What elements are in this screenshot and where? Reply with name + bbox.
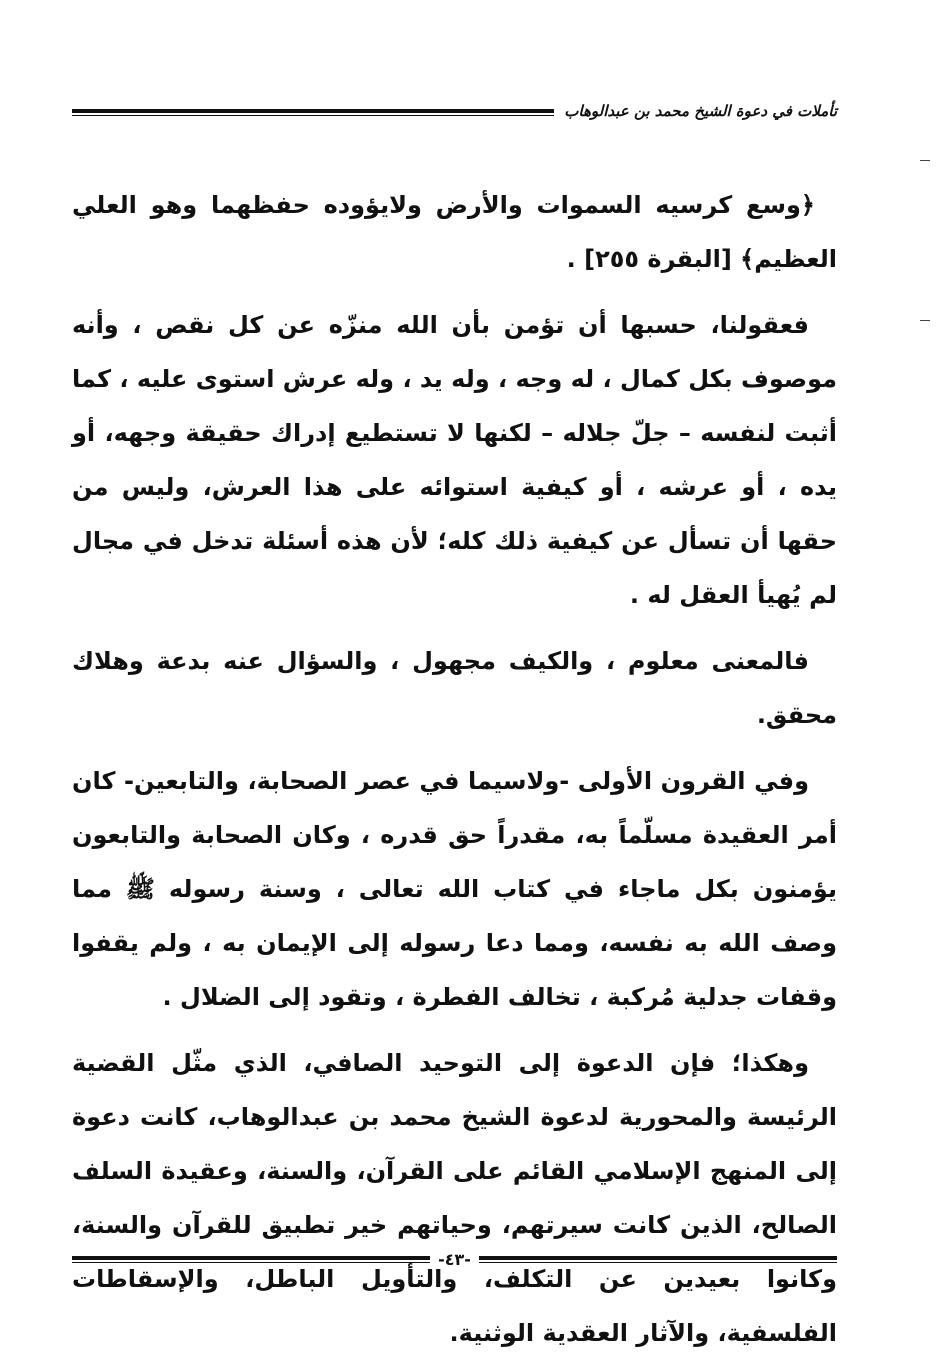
margin-tick — [920, 160, 930, 161]
paragraph-pure-tawhid: وهكذا؛ فإن الدعوة إلى التوحيد الصافي، الذي مثّل القضية الرئيسة والمحورية لدعوة الشيخ محمد بن عبدالوهاب، كانت دعوة إلى المنهج الإسلامي القائم على القرآن، والسنة، وعقيدة السلف الصالح، الذين كانت سيرتهم، وحياتهم خير تطبيق للقرآن والسنة، وكانوا بعيدين عن التكلف، والتأويل الباطل، والإسقاطات الفلسفية، والآثار العقدية الوثنية. — [72, 1049, 837, 1347]
paragraph-meaning-known: فالمعنى معلوم ، والكيف مجهول ، والسؤال عنه بدعة وهلاك محقق. — [72, 647, 837, 729]
page-body — [72, 178, 837, 1360]
paragraph-quran-verse: ﴿وسع كرسيه السموات والأرض ولايؤوده حفظهما وهو العلي العظيم﴾ [البقرة ٢٥٥] . — [72, 191, 837, 273]
paragraph-early-centuries: وفي القرون الأولى -ولاسيما في عصر الصحابة، والتابعين- كان أمر العقيدة مسلّماً به، مقدراً حق قدره ، وكان الصحابة والتابعون يؤمنون بكل ماجاء في كتاب الله تعالى ، وسنة رسوله ﷺ مما وصف الله به نفسه، ومما دعا رسوله إلى الإيمان به ، ولم يقفوا وقفات جدلية مُركبة ، تخالف الفطرة ، وتقود إلى الضلال . — [72, 767, 837, 1011]
header-rule — [72, 109, 554, 116]
paragraph-intellect: فعقولنا، حسبها أن تؤمن بأن الله منزّه عن كل نقص ، وأنه موصوف بكل كمال ، له وجه ، وله يد ، وله عرش استوى عليه ، كما أثبت لنفسه – جلّ جلاله – لكنها لا تستطيع إدراك حقيقة وجهه، أو يده ، أو عرشه ، أو كيفية استوائه على هذا العرش، وليس من حقها أن تسأل عن كيفية ذلك كله؛ لأن هذه أسئلة تدخل في مجال لم يُهيأ العقل له . — [72, 311, 837, 609]
footer-rule-right — [479, 1256, 837, 1263]
footer-rule-left — [72, 1256, 430, 1263]
page-number: -٤٣- — [438, 1249, 471, 1269]
margin-tick — [920, 320, 930, 321]
running-header — [72, 96, 837, 126]
page-footer — [72, 1247, 837, 1271]
running-header-title: تأملات في دعوة الشيخ محمد بن عبدالوهاب — [564, 102, 837, 120]
